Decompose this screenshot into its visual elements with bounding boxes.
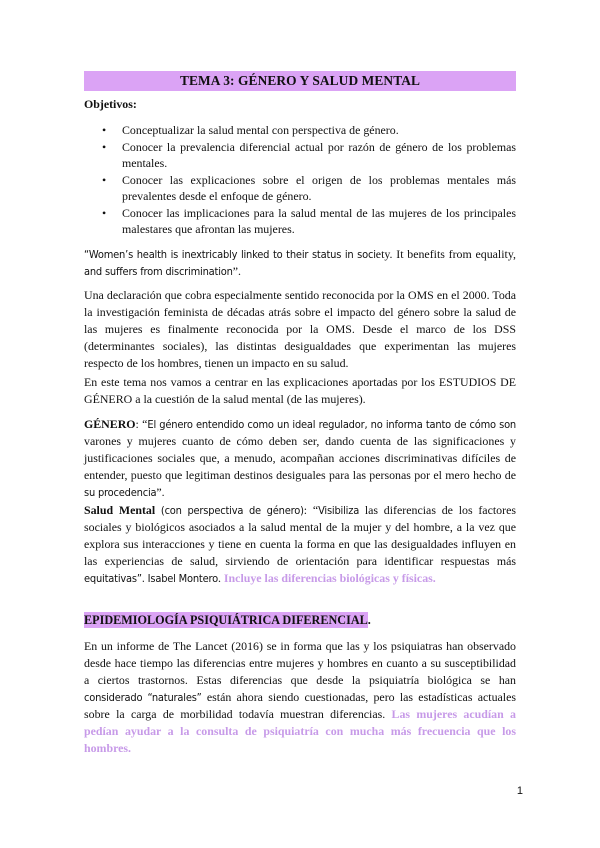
bullet-icon: • — [102, 140, 107, 154]
section-heading-period: . — [367, 613, 371, 627]
quote-part: ”. — [232, 264, 241, 278]
quote-part: and suffers from discrimination — [84, 265, 233, 278]
list-item — [84, 122, 516, 138]
objective-text: Conocer la prevalencia diferencial actual por razón de género de los problemas mentales. — [122, 140, 516, 170]
lancet-text: En un informe de The Lancet (2016) se in forma que las y los psiquiatras han observado desde hace tiempo las diferencias entre mujeres y hombres en cuanto a su susceptibilidad a ciertos trastornos. Estas diferencias que desde la psiquiatría biológica se han — [84, 639, 516, 687]
bullet-icon: • — [102, 206, 107, 220]
lancet-highlight: Las mujeres acudían a pedían ayudar a la consulta de psiquiatría con mucha más frecuencia que los hombres. — [84, 707, 516, 755]
section-heading — [84, 612, 371, 629]
salud-mental-term: Salud Mental — [84, 503, 156, 517]
salud-mental-end: . — [217, 571, 224, 585]
genero-definition — [84, 416, 516, 501]
objectives-list — [84, 122, 516, 238]
objectives-label: Objetivos: — [84, 97, 137, 111]
salud-mental-vis: Visibiliza — [318, 504, 360, 517]
quote-part: “Women’s health is inextricably linked to their status in soci — [84, 248, 376, 261]
quote-paragraph — [84, 246, 516, 280]
lancet-sans: considerado “naturales” — [84, 691, 202, 704]
page-number: 1 — [516, 785, 523, 797]
genero-close: ”. — [156, 485, 165, 499]
objective-text: Conocer las explicaciones sobre el origen de los problemas mentales más prevalentes desde el enfoque de género. — [122, 173, 516, 203]
objective-text: Conocer las implicaciones para la salud mental de las mujeres de los principales malestares que afrontan las mujeres. — [122, 206, 516, 236]
list-item — [84, 172, 516, 204]
bullet-icon: • — [102, 123, 107, 137]
salud-mental-body: las diferencias de los factores sociales y biológicos asociados a la salud mental de la mujer y del hombre, a la vez que explora sus interacciones y tiene en cuenta la forma en que las desigualdades influyen en las experiencias de salud, sirviendo de orientación para identificar respuestas más — [84, 503, 516, 568]
genero-body: varones y mujeres cuanto de cómo deben ser, dando cuenta de las significaciones y justificaciones sociales que, a menudo, acompañan acciones discriminativas difíciles de entender, puesto que legitiman destinos desiguales para las personas por el mero hecho de — [84, 434, 516, 482]
bullet-icon: • — [102, 173, 107, 187]
salud-mental-author: ”. Isabel Montero — [136, 572, 218, 585]
salud-mental-sans-end: equitativas — [84, 572, 137, 585]
list-item — [84, 139, 516, 171]
genero-term: GÉNERO — [84, 417, 136, 431]
page-title: TEMA 3: GÉNERO Y SALUD MENTAL — [84, 71, 516, 91]
objective-text: Conceptualizar la salud mental con perspectiva de género. — [122, 123, 399, 137]
paragraph-oms: Una declaración que cobra especialmente sentido reconocida por la OMS en el 2000. Toda la investigación feminista de décadas atrás sobre el impacto del género sobre la salud de las mujeres es finalmente reconocida por la OMS. Desde el marco de los DSS (determinantes sociales), las distintas desigualdades que experimentan las mujeres respecto de los hombres, tienen un impacto en su salud. — [84, 288, 516, 370]
section-heading-text: EPIDEMIOLOGÍA PSIQUIÁTRICA DIFERENCIAL — [84, 613, 368, 627]
paragraph-lancet — [84, 638, 516, 757]
quote-part: ety. It benefits from equality, — [375, 247, 516, 261]
salud-mental-lead: : “ — [303, 503, 319, 517]
list-item — [84, 205, 516, 237]
lancet-text: están ahora siendo cuestionadas, pero las estadísticas actuales sobre la carga de morbilidad todavía muestran diferencias. — [84, 690, 517, 721]
salud-mental-highlight: Incluye las diferencias biológicas y físicas. — [223, 571, 436, 585]
salud-mental-qualifier: (con perspectiva de género) — [155, 504, 304, 517]
genero-colon: : “ — [135, 417, 148, 431]
paragraph-estudios: En este tema nos vamos a centrar en las explicaciones aportadas por los ESTUDIOS DE GÉNERO a la cuestión de la salud mental (de las mujeres). — [84, 375, 516, 406]
genero-sans-end: su procedencia — [84, 486, 157, 499]
genero-sans-text: El género entendido como un ideal regulador, no informa tanto de cómo son — [147, 418, 516, 431]
salud-mental-definition — [84, 502, 516, 587]
